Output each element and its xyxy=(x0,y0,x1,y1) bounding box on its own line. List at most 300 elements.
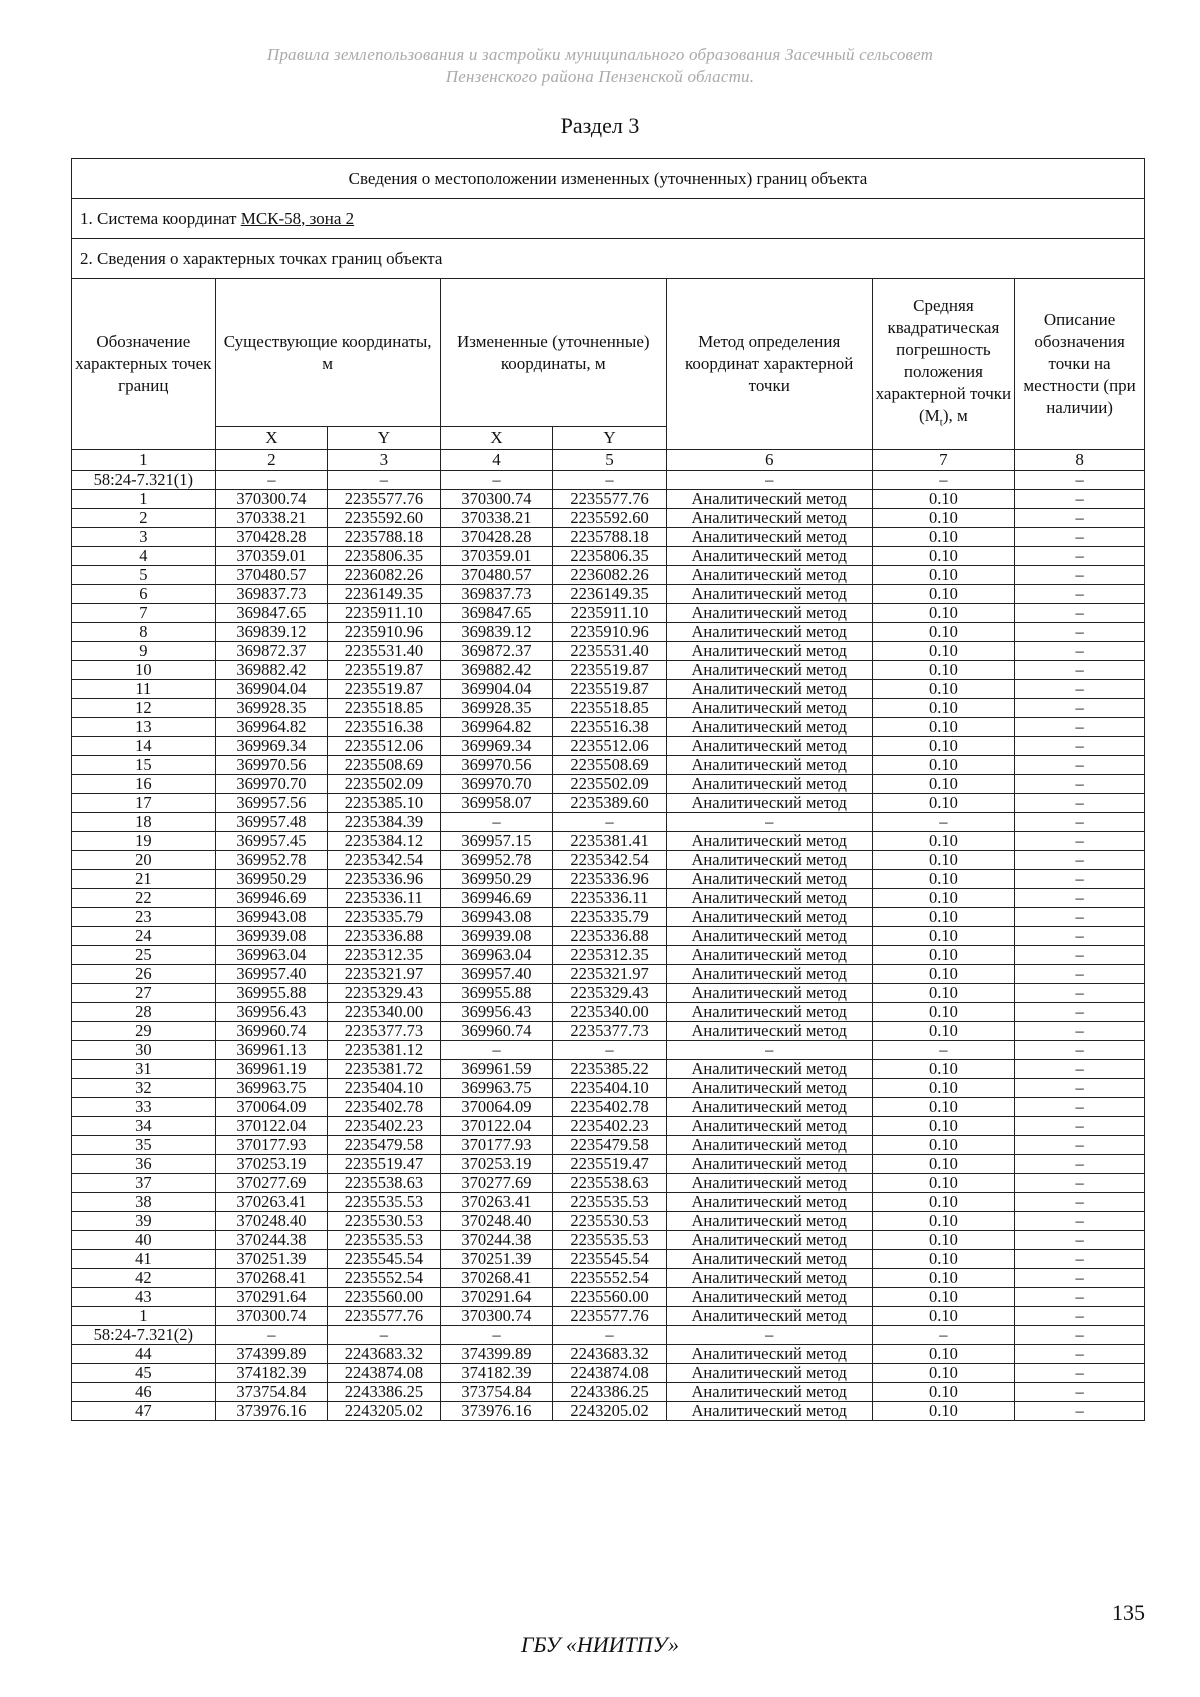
table-row xyxy=(72,756,1145,775)
table-cell: 2235342.54 xyxy=(553,851,667,870)
table-cell: 2235340.00 xyxy=(553,1003,667,1022)
table-cell: Аналитический метод xyxy=(666,870,872,889)
table-cell: 2235910.96 xyxy=(328,623,441,642)
table-cell: 0.10 xyxy=(872,1288,1015,1307)
table-cell: 0.10 xyxy=(872,661,1015,680)
table-row xyxy=(72,1345,1145,1364)
table-cell: – xyxy=(1015,490,1145,509)
table-cell: 370248.40 xyxy=(215,1212,328,1231)
table-cell: – xyxy=(553,1326,667,1345)
table-cell: – xyxy=(1015,946,1145,965)
table-cell: 370253.19 xyxy=(215,1155,328,1174)
col-error-header: Средняя квадратическая погрешность положения характерной точки $(M_t)$, м xyxy=(872,279,1015,450)
table-cell: 2235530.53 xyxy=(328,1212,441,1231)
table-cell: 22 xyxy=(72,889,216,908)
table-cell: – xyxy=(440,813,553,832)
table-cell: 43 xyxy=(72,1288,216,1307)
table-cell: 2235377.73 xyxy=(328,1022,441,1041)
table-cell: – xyxy=(1015,642,1145,661)
table-cell: – xyxy=(1015,1003,1145,1022)
table-cell: 2235577.76 xyxy=(553,490,667,509)
col-designation-header: Обозначение характерных точек границ xyxy=(72,279,216,450)
table-cell: 0.10 xyxy=(872,1117,1015,1136)
table-cell: 370253.19 xyxy=(440,1155,553,1174)
table-cell: 370480.57 xyxy=(440,566,553,585)
table-cell: 0.10 xyxy=(872,585,1015,604)
table-cell: 2235402.78 xyxy=(328,1098,441,1117)
table-cell: 369950.29 xyxy=(215,870,328,889)
table-cell: – xyxy=(666,1326,872,1345)
table-cell: – xyxy=(440,471,553,490)
running-header-line2: Пензенского района Пензенской области. xyxy=(445,67,755,86)
table-cell: 369956.43 xyxy=(215,1003,328,1022)
table-cell: 0.10 xyxy=(872,775,1015,794)
coord-system xyxy=(72,199,1145,239)
table-cell: 374182.39 xyxy=(215,1364,328,1383)
table-row xyxy=(72,642,1145,661)
table-cell: 0.10 xyxy=(872,718,1015,737)
table-cell: 4 xyxy=(72,547,216,566)
table-cell: Аналитический метод xyxy=(666,661,872,680)
table-row xyxy=(72,528,1145,547)
table-cell: 369963.04 xyxy=(440,946,553,965)
table-cell: Аналитический метод xyxy=(666,566,872,585)
table-cell: 2235381.41 xyxy=(553,832,667,851)
table-cell: 2243386.25 xyxy=(328,1383,441,1402)
table-cell: Аналитический метод xyxy=(666,1250,872,1269)
table-row xyxy=(72,775,1145,794)
table-cell: Аналитический метод xyxy=(666,1136,872,1155)
table-cell: – xyxy=(1015,794,1145,813)
table-cell: 58:24-7.321(1) xyxy=(72,471,216,490)
table-cell: 370291.64 xyxy=(440,1288,553,1307)
table-cell: Аналитический метод xyxy=(666,1193,872,1212)
table-cell: 19 xyxy=(72,832,216,851)
table-cell: 0.10 xyxy=(872,490,1015,509)
table-cell: 0.10 xyxy=(872,566,1015,585)
table-cell: 2235531.40 xyxy=(553,642,667,661)
table-cell: 370122.04 xyxy=(440,1117,553,1136)
table-cell: – xyxy=(328,1326,441,1345)
table-cell: – xyxy=(1015,1060,1145,1079)
table-cell: 369964.82 xyxy=(440,718,553,737)
table-cell: 2235577.76 xyxy=(328,490,441,509)
table-row xyxy=(72,851,1145,870)
table-cell: 0.10 xyxy=(872,547,1015,566)
table-row xyxy=(72,984,1145,1003)
table-cell: 0.10 xyxy=(872,965,1015,984)
table-cell: 2235516.38 xyxy=(328,718,441,737)
table-row xyxy=(72,1402,1145,1421)
table-cell: 2235335.79 xyxy=(328,908,441,927)
table-cell: – xyxy=(1015,832,1145,851)
table-cell: 370064.09 xyxy=(215,1098,328,1117)
table-cell: 2235329.43 xyxy=(328,984,441,1003)
table-cell: 369957.40 xyxy=(440,965,553,984)
table-cell: 373754.84 xyxy=(440,1383,553,1402)
table-row xyxy=(72,832,1145,851)
table-cell: 0.10 xyxy=(872,1098,1015,1117)
table-cell: 0.10 xyxy=(872,699,1015,718)
table-cell: 369928.35 xyxy=(440,699,553,718)
table-row xyxy=(72,1117,1145,1136)
table-cell: 0.10 xyxy=(872,604,1015,623)
table-cell: Аналитический метод xyxy=(666,946,872,965)
table-cell: 370244.38 xyxy=(215,1231,328,1250)
table-cell: – xyxy=(1015,927,1145,946)
table-cell: – xyxy=(1015,528,1145,547)
table-cell: 2235538.63 xyxy=(328,1174,441,1193)
table-cell: 2235519.87 xyxy=(328,680,441,699)
table-cell: 2235508.69 xyxy=(328,756,441,775)
table-cell: 2243874.08 xyxy=(553,1364,667,1383)
table-cell: 2235911.10 xyxy=(553,604,667,623)
table-cell: 2235531.40 xyxy=(328,642,441,661)
table-cell: 0.10 xyxy=(872,1136,1015,1155)
table-cell: 369960.74 xyxy=(215,1022,328,1041)
table-row xyxy=(72,1364,1145,1383)
table-cell: 0.10 xyxy=(872,756,1015,775)
table-cell: 369960.74 xyxy=(440,1022,553,1041)
table-cell: 2235519.47 xyxy=(328,1155,441,1174)
table-cell: Аналитический метод xyxy=(666,490,872,509)
table-row xyxy=(72,661,1145,680)
table-row xyxy=(72,737,1145,756)
table-cell: – xyxy=(553,1041,667,1060)
table-cell: 370300.74 xyxy=(215,490,328,509)
table-cell: – xyxy=(440,1041,553,1060)
table-row xyxy=(72,680,1145,699)
table-cell: 2235577.76 xyxy=(328,1307,441,1326)
table-cell: 370338.21 xyxy=(215,509,328,528)
table-cell: 370268.41 xyxy=(215,1269,328,1288)
coord-system-prefix: 1. Система координат xyxy=(80,208,241,228)
table-cell: 369837.73 xyxy=(440,585,553,604)
table-cell: 0.10 xyxy=(872,794,1015,813)
boundary-points-table xyxy=(71,158,1145,1421)
table-row xyxy=(72,585,1145,604)
table-cell: 2235389.60 xyxy=(553,794,667,813)
table-cell: 38 xyxy=(72,1193,216,1212)
table-cell: 17 xyxy=(72,794,216,813)
table-cell: 2235381.72 xyxy=(328,1060,441,1079)
table-cell: Аналитический метод xyxy=(666,1307,872,1326)
table-cell: 10 xyxy=(72,661,216,680)
table-cell: 2235788.18 xyxy=(328,528,441,547)
table-row xyxy=(72,509,1145,528)
table-cell: 0.10 xyxy=(872,1269,1015,1288)
table-row xyxy=(72,1250,1145,1269)
table-cell: Аналитический метод xyxy=(666,984,872,1003)
column-number: 5 xyxy=(553,450,667,471)
table-cell: 369957.56 xyxy=(215,794,328,813)
table-cell: 2235518.85 xyxy=(553,699,667,718)
table-cell: 2235329.43 xyxy=(553,984,667,1003)
table-cell: – xyxy=(1015,756,1145,775)
table-cell: 370428.28 xyxy=(440,528,553,547)
table-cell: 0.10 xyxy=(872,1345,1015,1364)
table-cell: 369961.19 xyxy=(215,1060,328,1079)
table-cell: 2235312.35 xyxy=(553,946,667,965)
table-cell: 21 xyxy=(72,870,216,889)
table-cell: 2235404.10 xyxy=(328,1079,441,1098)
page-number: 135 xyxy=(1112,1600,1145,1625)
table-cell: 370480.57 xyxy=(215,566,328,585)
table-cell: – xyxy=(1015,566,1145,585)
table-cell: 369839.12 xyxy=(215,623,328,642)
table-cell: Аналитический метод xyxy=(666,1174,872,1193)
table-cell: 24 xyxy=(72,927,216,946)
table-cell: 32 xyxy=(72,1079,216,1098)
table-cell: – xyxy=(440,1326,553,1345)
table-cell: 369970.70 xyxy=(440,775,553,794)
table-cell: – xyxy=(1015,1269,1145,1288)
table-cell: 370251.39 xyxy=(215,1250,328,1269)
table-cell: 2235560.00 xyxy=(553,1288,667,1307)
table-cell: 31 xyxy=(72,1060,216,1079)
table-cell: 7 xyxy=(72,604,216,623)
table-cell: – xyxy=(1015,1383,1145,1402)
table-cell: 37 xyxy=(72,1174,216,1193)
table-cell: 2235535.53 xyxy=(553,1231,667,1250)
table-cell: 2235535.53 xyxy=(328,1193,441,1212)
table-cell: 12 xyxy=(72,699,216,718)
table-row xyxy=(72,1041,1145,1060)
col-changed-header: Измененные (уточненные) координаты, м xyxy=(440,279,666,427)
table-cell: 369963.75 xyxy=(215,1079,328,1098)
table-cell: 2235512.06 xyxy=(553,737,667,756)
column-number: 2 xyxy=(215,450,328,471)
table-cell: 2236149.35 xyxy=(328,585,441,604)
table-cell: 0.10 xyxy=(872,1022,1015,1041)
table-cell: 2235402.23 xyxy=(328,1117,441,1136)
table-row xyxy=(72,1079,1145,1098)
table-cell: 0.10 xyxy=(872,1155,1015,1174)
col-method-header: Метод определения координат характерной точки xyxy=(666,279,872,450)
table-cell: – xyxy=(215,1326,328,1345)
table-cell: 373754.84 xyxy=(215,1383,328,1402)
table-cell: 2235502.09 xyxy=(553,775,667,794)
table-cell: – xyxy=(1015,1022,1145,1041)
table-cell: 370122.04 xyxy=(215,1117,328,1136)
table-row xyxy=(72,471,1145,490)
table-cell: 369970.70 xyxy=(215,775,328,794)
table-row xyxy=(72,1003,1145,1022)
table-cell: – xyxy=(1015,1307,1145,1326)
points-info: 2. Сведения о характерных точках границ объекта xyxy=(72,239,1145,279)
table-cell: 369961.13 xyxy=(215,1041,328,1060)
table-cell: 369928.35 xyxy=(215,699,328,718)
table-cell: 370300.74 xyxy=(215,1307,328,1326)
table-cell: 369957.48 xyxy=(215,813,328,832)
table-cell: 2235512.06 xyxy=(328,737,441,756)
table-row xyxy=(72,1174,1145,1193)
table-cell: 41 xyxy=(72,1250,216,1269)
table-cell: – xyxy=(1015,1079,1145,1098)
table-cell: Аналитический метод xyxy=(666,718,872,737)
table-cell: 0.10 xyxy=(872,528,1015,547)
table-cell: 8 xyxy=(72,623,216,642)
column-number: 6 xyxy=(666,450,872,471)
table-cell: – xyxy=(1015,509,1145,528)
table-cell: 58:24-7.321(2) xyxy=(72,1326,216,1345)
table-cell: 2235592.60 xyxy=(328,509,441,528)
table-cell: – xyxy=(1015,889,1145,908)
table-cell: 2235788.18 xyxy=(553,528,667,547)
table-cell: – xyxy=(872,813,1015,832)
table-cell: 2235377.73 xyxy=(553,1022,667,1041)
table-cell: 369964.82 xyxy=(215,718,328,737)
table-cell: 369882.42 xyxy=(440,661,553,680)
table-cell: 2235806.35 xyxy=(553,547,667,566)
table-cell: 2243683.32 xyxy=(328,1345,441,1364)
table-row xyxy=(72,946,1145,965)
table-cell: 369872.37 xyxy=(215,642,328,661)
table-cell: 369939.08 xyxy=(440,927,553,946)
table-title: Сведения о местоположении измененных (уточненных) границ объекта xyxy=(72,159,1145,199)
table-cell: 369847.65 xyxy=(440,604,553,623)
table-cell: 0.10 xyxy=(872,870,1015,889)
table-cell: – xyxy=(1015,1402,1145,1421)
table-cell: 370300.74 xyxy=(440,1307,553,1326)
table-row xyxy=(72,490,1145,509)
column-number: 7 xyxy=(872,450,1015,471)
table-cell: Аналитический метод xyxy=(666,1098,872,1117)
table-cell: 2235479.58 xyxy=(553,1136,667,1155)
table-cell: 25 xyxy=(72,946,216,965)
table-cell: 0.10 xyxy=(872,1174,1015,1193)
table-cell: 369904.04 xyxy=(440,680,553,699)
table-row xyxy=(72,1269,1145,1288)
table-cell: Аналитический метод xyxy=(666,737,872,756)
table-cell: 16 xyxy=(72,775,216,794)
table-row xyxy=(72,1231,1145,1250)
table-cell: 0.10 xyxy=(872,1003,1015,1022)
table-cell: 370248.40 xyxy=(440,1212,553,1231)
table-cell: 370251.39 xyxy=(440,1250,553,1269)
table-cell: 2235552.54 xyxy=(553,1269,667,1288)
table-cell: 374182.39 xyxy=(440,1364,553,1383)
table-cell: – xyxy=(1015,699,1145,718)
table-cell: 2235385.22 xyxy=(553,1060,667,1079)
table-cell: – xyxy=(1015,604,1145,623)
table-cell: 2235336.96 xyxy=(328,870,441,889)
table-cell: 2235321.97 xyxy=(328,965,441,984)
table-cell: 0.10 xyxy=(872,1079,1015,1098)
table-cell: Аналитический метод xyxy=(666,908,872,927)
table-cell: 2235402.78 xyxy=(553,1098,667,1117)
table-cell: Аналитический метод xyxy=(666,1345,872,1364)
table-cell: 369970.56 xyxy=(215,756,328,775)
table-cell: – xyxy=(1015,1098,1145,1117)
table-cell: 370359.01 xyxy=(215,547,328,566)
table-cell: 369969.34 xyxy=(440,737,553,756)
table-cell: 2235538.63 xyxy=(553,1174,667,1193)
existing-y-header: Y xyxy=(328,427,441,450)
table-cell: Аналитический метод xyxy=(666,1117,872,1136)
table-cell: – xyxy=(1015,984,1145,1003)
column-number: 3 xyxy=(328,450,441,471)
table-cell: 369946.69 xyxy=(440,889,553,908)
table-row xyxy=(72,908,1145,927)
changed-x-header: X xyxy=(440,427,553,450)
table-cell: 2235519.87 xyxy=(328,661,441,680)
table-cell: 370244.38 xyxy=(440,1231,553,1250)
col-description-header: Описание обозначения точки на местности (при наличии) xyxy=(1015,279,1145,450)
table-cell: 2 xyxy=(72,509,216,528)
table-cell: 2235806.35 xyxy=(328,547,441,566)
table-cell: 34 xyxy=(72,1117,216,1136)
table-cell: – xyxy=(1015,1326,1145,1345)
table-cell: 33 xyxy=(72,1098,216,1117)
table-cell: – xyxy=(1015,623,1145,642)
table-cell: 47 xyxy=(72,1402,216,1421)
table-cell: – xyxy=(666,471,872,490)
table-cell: – xyxy=(1015,851,1145,870)
table-cell: 6 xyxy=(72,585,216,604)
table-cell: 2235385.10 xyxy=(328,794,441,813)
table-cell: Аналитический метод xyxy=(666,794,872,813)
table-cell: 30 xyxy=(72,1041,216,1060)
table-row xyxy=(72,1193,1145,1212)
table-row xyxy=(72,1098,1145,1117)
table-cell: 369946.69 xyxy=(215,889,328,908)
table-cell: 2235479.58 xyxy=(328,1136,441,1155)
table-cell: 2235519.87 xyxy=(553,680,667,699)
table-cell: 0.10 xyxy=(872,1402,1015,1421)
table-cell: Аналитический метод xyxy=(666,1003,872,1022)
table-cell: 0.10 xyxy=(872,1383,1015,1402)
table-cell: 0.10 xyxy=(872,851,1015,870)
table-cell: Аналитический метод xyxy=(666,1022,872,1041)
table-cell: – xyxy=(1015,1117,1145,1136)
table-cell: 20 xyxy=(72,851,216,870)
table-cell: Аналитический метод xyxy=(666,1402,872,1421)
table-row xyxy=(72,1212,1145,1231)
table-row xyxy=(72,870,1145,889)
coord-system-value: МСК-58, зона 2 xyxy=(240,208,355,228)
table-cell: 0.10 xyxy=(872,1231,1015,1250)
table-cell: 2235911.10 xyxy=(328,604,441,623)
table-cell: 40 xyxy=(72,1231,216,1250)
table-cell: 2235508.69 xyxy=(553,756,667,775)
table-cell: 2235336.11 xyxy=(328,889,441,908)
table-cell: 1 xyxy=(72,490,216,509)
table-cell: – xyxy=(1015,1364,1145,1383)
table-cell: Аналитический метод xyxy=(666,1269,872,1288)
table-cell: 2235516.38 xyxy=(553,718,667,737)
table-row xyxy=(72,1288,1145,1307)
table-cell: 370268.41 xyxy=(440,1269,553,1288)
table-cell: 0.10 xyxy=(872,908,1015,927)
table-cell: 9 xyxy=(72,642,216,661)
table-cell: 2235545.54 xyxy=(328,1250,441,1269)
table-cell: 374399.89 xyxy=(440,1345,553,1364)
table-cell: 14 xyxy=(72,737,216,756)
table-cell: 2235519.47 xyxy=(553,1155,667,1174)
table-cell: Аналитический метод xyxy=(666,1060,872,1079)
table-cell: 2236149.35 xyxy=(553,585,667,604)
table-cell: Аналитический метод xyxy=(666,775,872,794)
table-cell: 2235535.53 xyxy=(328,1231,441,1250)
table-cell: 28 xyxy=(72,1003,216,1022)
table-cell: – xyxy=(553,471,667,490)
table-cell: 27 xyxy=(72,984,216,1003)
table-cell: 46 xyxy=(72,1383,216,1402)
table-cell: Аналитический метод xyxy=(666,528,872,547)
table-cell: 2235552.54 xyxy=(328,1269,441,1288)
table-cell: 44 xyxy=(72,1345,216,1364)
